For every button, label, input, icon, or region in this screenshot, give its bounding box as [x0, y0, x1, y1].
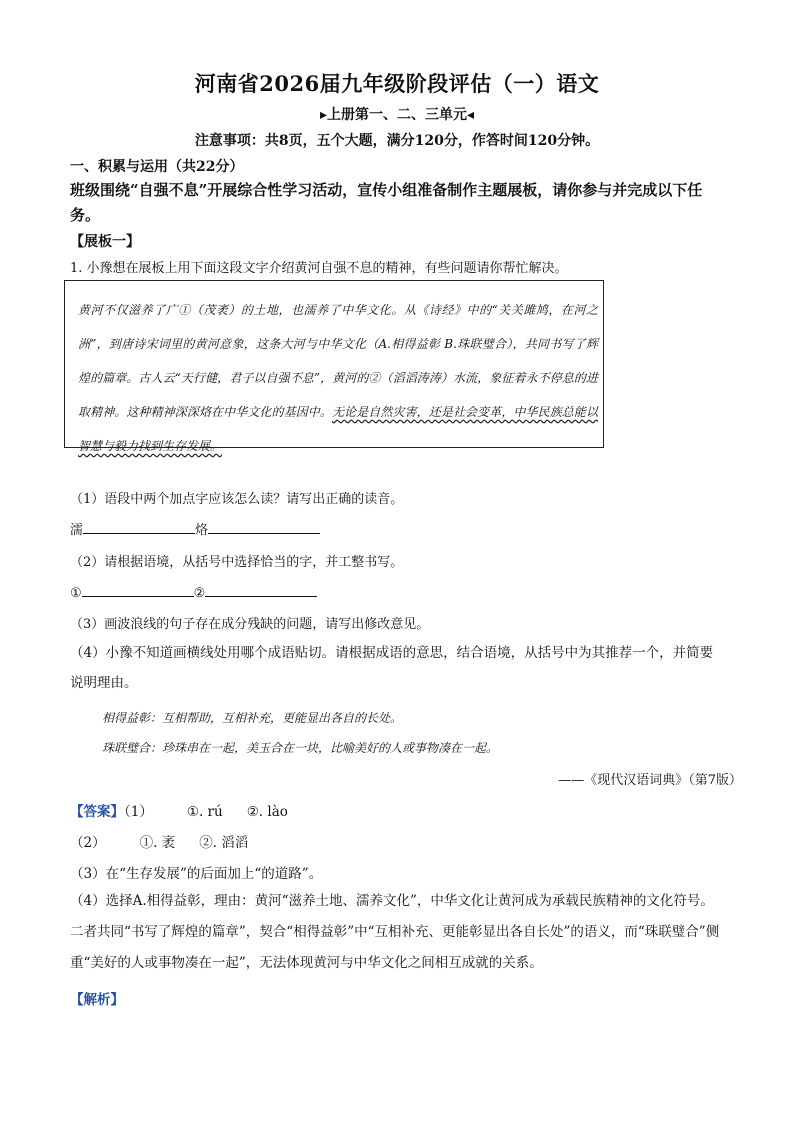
question-1-4: （4）小豫不知道画横线处用哪个成语贴切。请根据成语的意思，结合语境，从括号中为其推荐一个，并简要说明理由。 [70, 645, 714, 691]
question-1-2: （2）请根据语境，从括号中选择恰当的字，并工整书写。 [70, 555, 404, 570]
exam-scope: ▸上册第一、二、三单元◂ [319, 107, 475, 123]
answer-blanks-2 [70, 582, 317, 601]
exam-notice: 注意事项：共8页，五个大题，满分120分，作答时间120分钟。 [194, 133, 600, 149]
wavy-sentence: 无论是自然灾害，还是社会变革，中华民族总能以智慧与毅力找到生存发展。 [78, 405, 598, 453]
answer-label: 【答案】 [70, 804, 124, 820]
passage-body: 黄河不仅滋养了广①（茂袤）的土地，也濡养了中华文化。从《诗经》中的“关关雎鸠，在河之洲”，到唐诗宋词里的黄河意象，这条大河与中华文化（A.相得益彰 B.珠联璧合），共同书写了辉煌的篇章。古人云“天行健，君子以自强不息”，黄河的②（滔滔涛涛）水流，象征着永不停息的进取精神。这种精神深深烙在中华文化的基因中。 [78, 303, 598, 419]
question-1-3: （3）画波浪线的句子存在成分残缺的问题，请写出修改意见。 [70, 617, 430, 632]
idiom-definition-2: 珠联璧合：珍珠串在一起，美玉合在一块，比喻美好的人或事物凑在一起。 [102, 741, 499, 755]
answer-2-ii: ②. 滔滔 [199, 835, 249, 851]
answer-1-ii: ②. lào [246, 804, 288, 820]
blank-1[interactable] [82, 582, 194, 597]
blank-label-lao: 烙 [195, 523, 209, 538]
answer-2-prefix: （2） [70, 835, 106, 851]
blank-label-2: ② [193, 586, 206, 601]
section-heading: 一、积累与运用（共22分） [70, 159, 244, 175]
board-label: 【展板一】 [70, 234, 140, 250]
blank-lao[interactable] [208, 519, 320, 534]
blank-label-ru: 濡 [70, 523, 84, 538]
question-1: 1. 小豫想在展板上用下面这段文字介绍黄河自强不息的精神，有些问题请你帮忙解决。 [70, 261, 568, 276]
answer-3: （3）在“生存发展”的后面加上“的道路”。 [70, 866, 323, 882]
dictionary-source: ——《现代汉语词典》（第7版） [558, 773, 742, 788]
answer-1-i: ①. rú [186, 804, 223, 820]
answer-1 [70, 800, 288, 820]
idiom-definition-1: 相得益彰：互相帮助，互相补充，更能显出各自的长处。 [102, 711, 403, 725]
passage-text [78, 293, 598, 463]
answer-1-prefix: （1） [124, 804, 153, 820]
blank-label-1: ① [70, 586, 82, 601]
page-title: 河南省2026届九年级阶段评估（一）语文 [194, 71, 600, 96]
blank-ru[interactable] [83, 519, 195, 534]
answer-2-i: ①. 袤 [139, 835, 176, 851]
analysis-label: 【解析】 [70, 992, 124, 1008]
section-intro: 班级围绕“自强不息”开展综合性学习活动，宣传小组准备制作主题展板，请你参与并完成以下任务。 [70, 181, 703, 224]
answer-blanks-1 [70, 519, 320, 538]
answer-2 [70, 831, 248, 851]
blank-2[interactable] [205, 582, 317, 597]
answer-4: （4）选择A.相得益彰，理由：黄河“滋养土地、濡养文化”，中华文化让黄河成为承载民族精神的文化符号。二者共同“书写了辉煌的篇章”，契合“相得益彰”中“互相补充、更能彰显出各自长处”的语义，而“珠联璧合”侧重“美好的人或事物凑在一起”，无法体现黄河与中华文化之间相互成就的关系。 [70, 893, 720, 971]
question-1-1: （1）语段中两个加点字应该怎么读？请写出正确的读音。 [70, 492, 404, 507]
